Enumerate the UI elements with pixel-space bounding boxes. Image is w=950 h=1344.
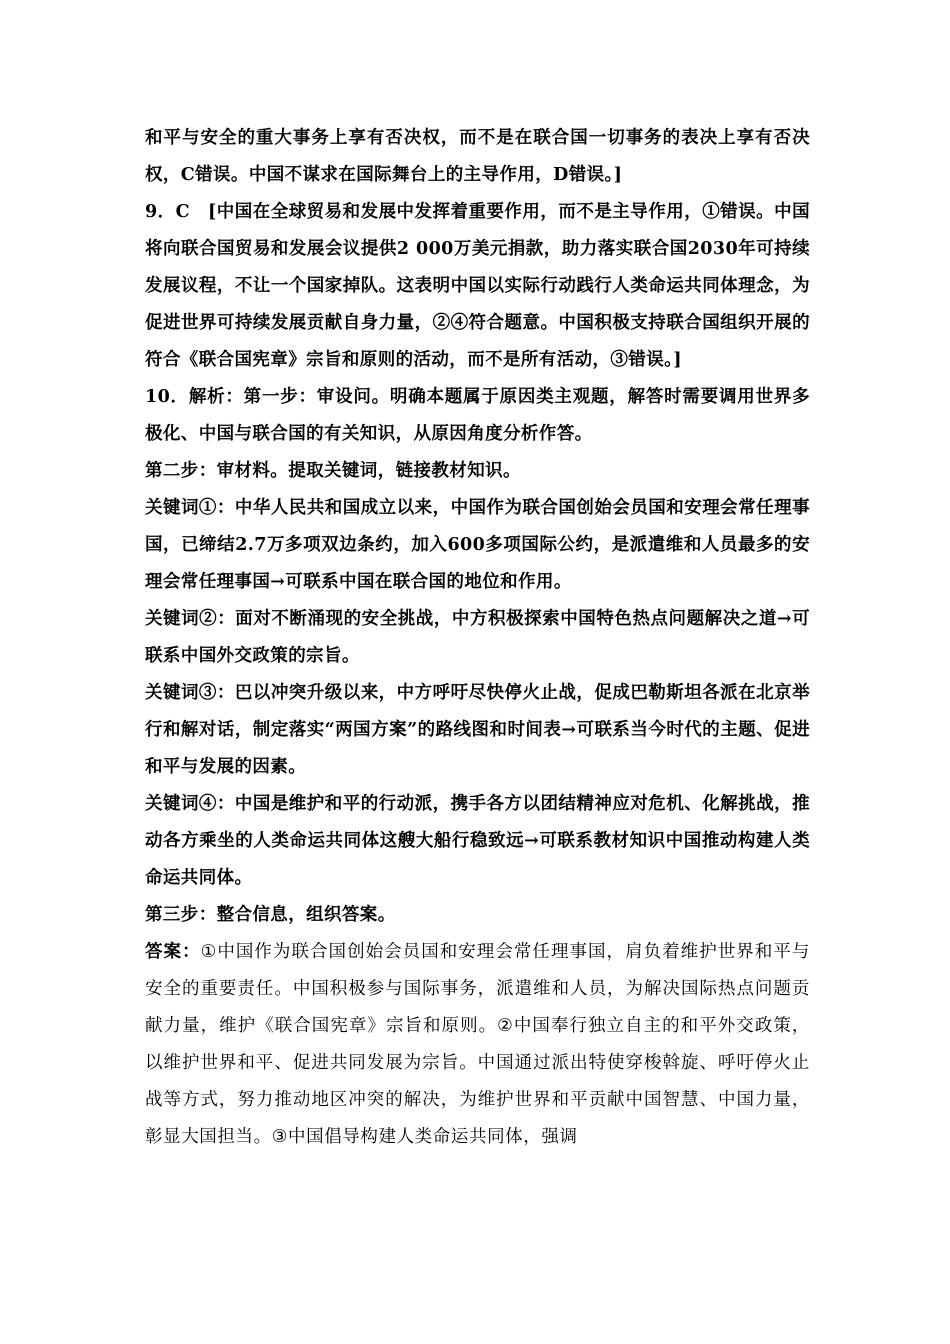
paragraph-q8-continuation: 和平与安全的重大事务上享有否决权，而不是在联合国一切事务的表决上享有否决权，C错误。中国不谋求在国际舞台上的主导作用，D错误。] — [145, 128, 810, 185]
paragraph-answer — [145, 934, 810, 1156]
paragraph-keyword-3: 关键词③：巴以冲突升级以来，中方呼吁尽快停火止战，促成巴勒斯坦各派在北京举行和解对话，制定落实“两国方案”的路线图和时间表→可联系当今时代的主题、促进和平与发展的因素。 — [145, 683, 810, 777]
answer-text: ①中国作为联合国创始会员国和安理会常任理事国，肩负着维护世界和平与安全的重要责任。中国积极参与国际事务，派遣维和人员，为解决国际热点问题贡献力量，维护《联合国宪章》宗旨和原则。②中国奉行独立自主的和平外交政策，以维护世界和平、促进共同发展为宗旨。中国通过派出特使穿梭斡旋、呼吁停火止战等方式，努力推动地区冲突的解决，为维护世界和平贡献中国智慧、中国力量，彰显大国担当。③中国倡导构建人类命运共同体，强调 — [145, 942, 810, 1147]
paragraph-step-three: 第三步：整合信息，组织答案。 — [145, 905, 396, 925]
paragraph-keyword-2: 关键词②：面对不断涌现的安全挑战，中方积极探索中国特色热点问题解决之道→可联系中国外交政策的宗旨。 — [145, 609, 810, 666]
paragraph-q9-answer: 9．C [中国在全球贸易和发展中发挥着重要作用，而不是主导作用，①错误。中国将向联合国贸易和发展会议提供2 000万美元捐款，助力落实联合国2030年可持续发展议程，不让一个国家掉队。这表明中国以实际行动践行人类命运共同体理念，为促进世界可持续发展贡献自身力量，②④符合题意。中国积极支持联合国组织开展的符合《联合国宪章》宗旨和原则的活动，而不是所有活动，③错误。] — [145, 202, 810, 370]
document-page — [145, 120, 810, 1156]
paragraph-keyword-1: 关键词①：中华人民共和国成立以来，中国作为联合国创始会员国和安理会常任理事国，已缔结2.7万多项双边条约，加入600多项国际公约，是派遣维和人员最多的安理会常任理事国→可联系中国在联合国的地位和作用。 — [145, 498, 810, 592]
paragraph-step-two: 第二步：审材料。提取关键词，链接教材知识。 — [145, 461, 521, 481]
paragraph-q10-analysis: 10．解析：第一步：审设问。明确本题属于原因类主观题，解答时需要调用世界多极化、中国与联合国的有关知识，从原因角度分析作答。 — [145, 387, 810, 444]
paragraph-keyword-4: 关键词④：中国是维护和平的行动派，携手各方以团结精神应对危机、化解挑战，推动各方乘坐的人类命运共同体这艘大船行稳致远→可联系教材知识中国推动构建人类命运共同体。 — [145, 794, 810, 888]
answer-label: 答案： — [145, 942, 201, 962]
